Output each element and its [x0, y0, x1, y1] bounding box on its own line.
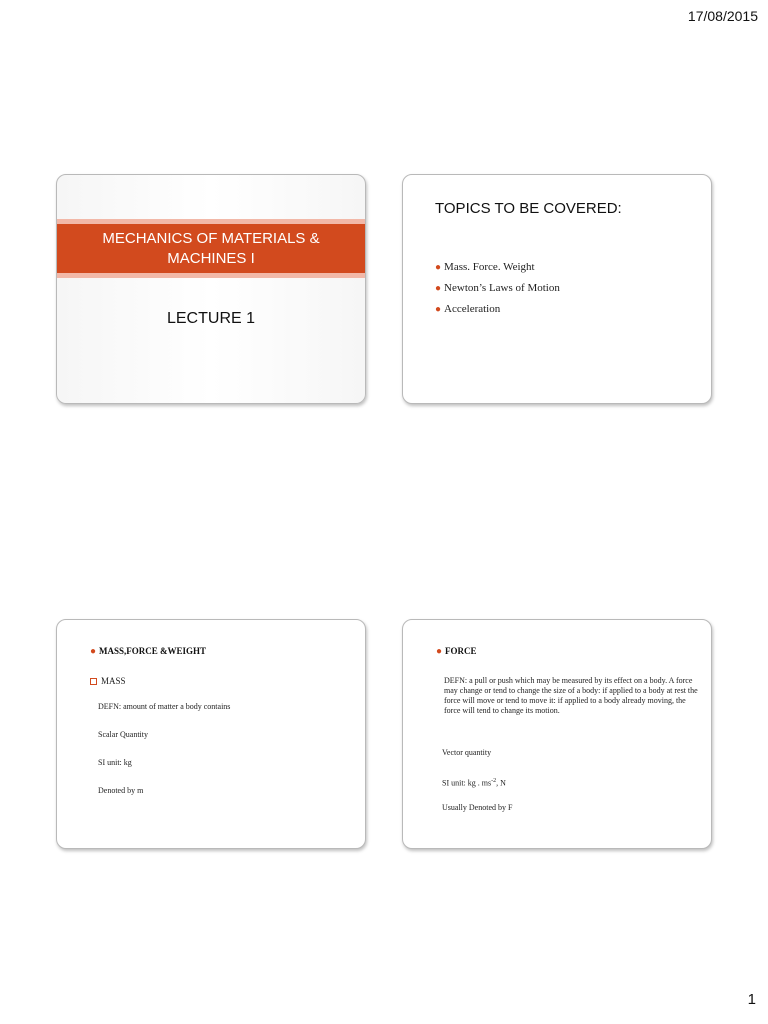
list-item [435, 278, 560, 299]
slide-heading [436, 646, 477, 657]
subheading [90, 676, 126, 686]
heading-text: MASS,FORCE &WEIGHT [99, 646, 207, 656]
slide-mass [56, 619, 366, 849]
topic-label: Acceleration [444, 303, 501, 315]
list-item [435, 257, 560, 278]
mass-quantity: Scalar Quantity [98, 730, 148, 739]
page-date: 17/08/2015 [687, 8, 758, 24]
topics-list [435, 257, 560, 320]
heading-text: FORCE [445, 646, 477, 656]
bullet-icon: ● [90, 646, 97, 657]
bullet-icon: ● [436, 646, 443, 657]
force-quantity: Vector quantity [442, 748, 492, 757]
bullet-icon: ● [435, 283, 442, 294]
bullet-icon: ● [435, 262, 442, 273]
slide-force [402, 619, 712, 849]
topic-label: Newton’s Laws of Motion [444, 282, 560, 294]
lecture-label: LECTURE 1 [166, 310, 256, 327]
mass-si-unit: SI unit: kg [98, 758, 132, 767]
si-unit-end: , N [496, 778, 506, 788]
list-item [435, 299, 560, 320]
force-si-unit [442, 776, 506, 789]
force-definition: DEFN: a pull or push which may be measured by its effect on a body. A force may change or tend to change the size of a body: if applied to a body at rest the force will move or tend to move it: if applied to a body already moving, the force will tend to change its motion. [444, 676, 698, 715]
topics-title: TOPICS TO BE COVERED: [435, 200, 622, 217]
mass-definition: DEFN: amount of matter a body contains [98, 702, 231, 711]
subheading-text: MASS [101, 676, 126, 686]
title-band-accent-bottom [57, 273, 365, 278]
si-exponent: -2 [491, 778, 497, 784]
square-bullet-icon [90, 678, 97, 685]
slide-title [56, 174, 366, 404]
mass-symbol: Denoted by m [98, 786, 144, 795]
bullet-icon: ● [435, 304, 442, 315]
topic-label: Mass. Force. Weight [444, 261, 535, 273]
slide-title-band [57, 224, 365, 273]
slide-topics [402, 174, 712, 404]
course-title: MECHANICS OF MATERIALS & MACHINES I [102, 229, 320, 267]
force-symbol: Usually Denoted by F [442, 803, 513, 812]
page-number: 1 [747, 991, 756, 1008]
si-unit-text: SI unit: kg . ms [442, 778, 492, 788]
slide-heading [90, 646, 206, 657]
